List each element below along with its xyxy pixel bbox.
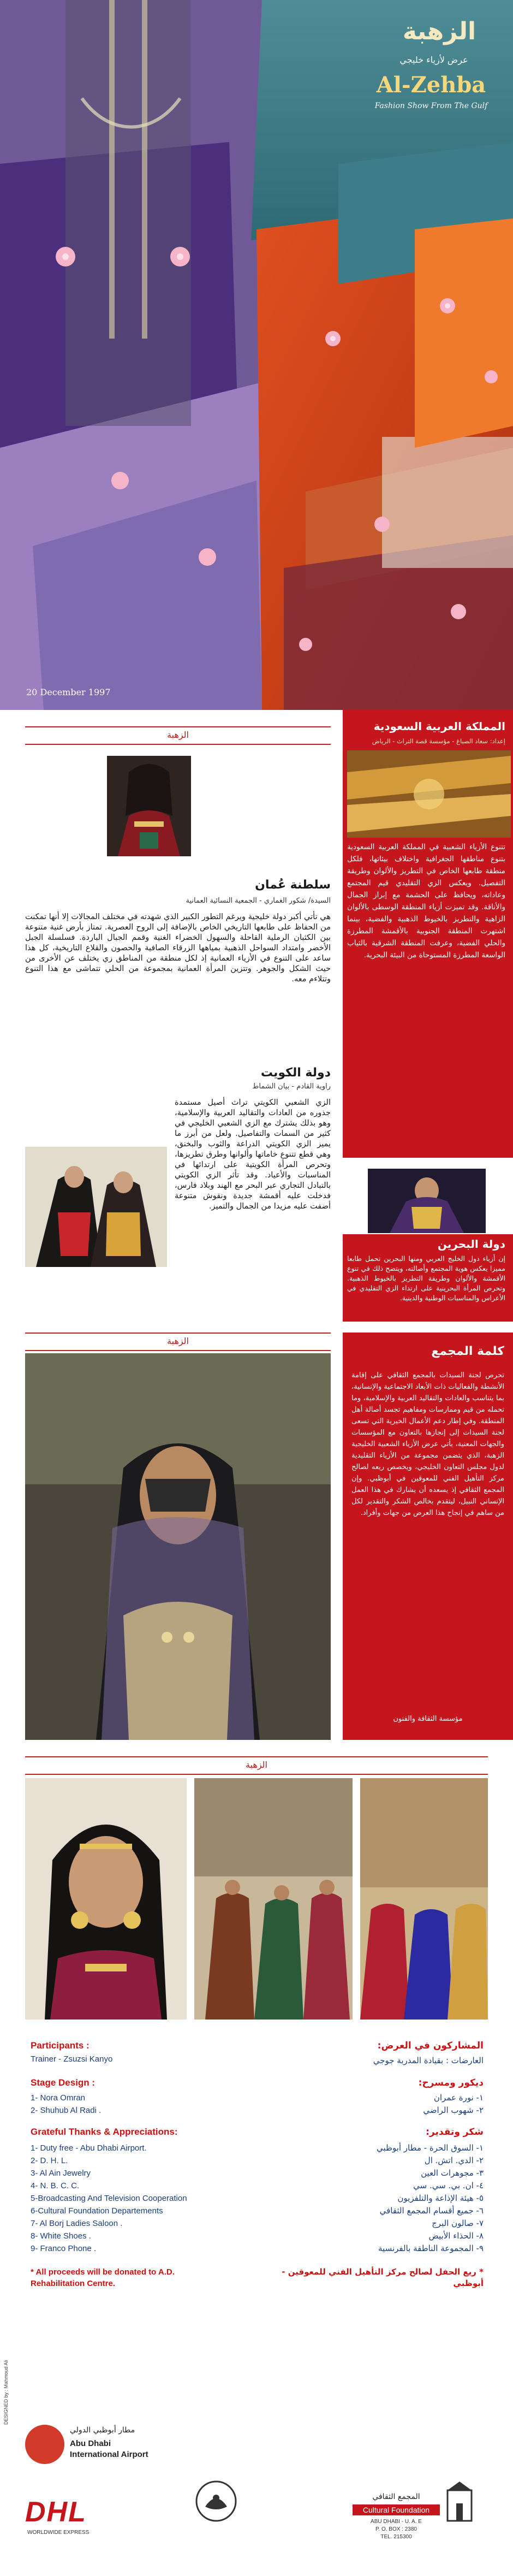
dhl-logo-sub: WORLDWIDE EXPRESS [27, 2530, 90, 2536]
bahrain-photo [368, 1169, 486, 1233]
cf-address-1: ABU DHABI - U. A. E [371, 2519, 422, 2525]
stage-en-heading: Stage Design : [31, 2077, 96, 2088]
thanks-en-item-6: 6-Cultural Foundation Departements [31, 2206, 163, 2216]
foundation-signature: مؤسسة الثقافة والفنون [393, 1715, 463, 1723]
oman-body: هي تأتي أكبر دولة خليجية ويرغم التطور الكبير الذي شهدته في مختلف المجالات إلا أنها تمكنت من الحفاظ على طابعها التاريخي الخاص بالإضافة إلى الروح العصرية. تمتاز بأرض غنية متنوعة بين الكثبان الرملية القاحلة والسهول الخضراء الغنية وقمم الجبال الباردة. فسلسلة الجبل الأخضر وامتداد السواحل الذهبية بمياهها الزرقاء الصافية والحصون والقلاع التاريخية، كل هذا ساعد على التنوع في الأزياء العمانية إذ لكل منطقة من المناطق زي يختلف عن الأخرى من حيث الشكل والجوهر. وتتزين المرأة العمانية بمجموعة من الحلي تتماشى مع هذا التنوع وتتلاءم معه. [25, 913, 331, 984]
thanks-ar-item-2: ٢- الدي. اتش. ال [424, 2155, 484, 2165]
section-bar-3-label: الزهبة [246, 1760, 267, 1770]
cf-name-en: Cultural Foundation [353, 2504, 440, 2515]
thanks-ar-item-5: ٥- هيئة الإذاعة والتلفزيون [397, 2193, 484, 2203]
stage-en-item-2: 2- Shuhub Al Radi . [31, 2106, 102, 2115]
airport-name-ar: مطار أبوظبي الدولي [70, 2426, 135, 2435]
thanks-ar-heading: شكر وتقدير: [426, 2127, 484, 2137]
cultural-foundation-emblem-icon [443, 2479, 476, 2523]
kuwait-photo [25, 1147, 167, 1267]
stage-en-item-1: 1- Nora Omran [31, 2093, 86, 2103]
kuwait-heading: دولة الكويت [260, 1066, 331, 1080]
thanks-ar-item-1: ١- السوق الحرة - مطار أبوظبي [376, 2143, 484, 2153]
participants-en-heading: Participants : [31, 2040, 90, 2051]
thanks-ar-item-8: ٨- الحذاء الأبيض [428, 2231, 484, 2241]
dhl-logo [25, 2496, 134, 2539]
thanks-ar-item-7: ٧- صالون البرج [432, 2218, 484, 2228]
cover-arabic-title: الزهبة [402, 17, 476, 45]
foundation-body: تحرص لجنة السيدات بالمجمع الثقافي على إقامة الأنشطة والفعاليات ذات الأبعاد الاجتماعية والإنسانية، بما يتناسب والعادات والتقاليد العربية والإسلامية، وما تحمله من قيم وممارسات ومفاهيم تجسد أصالة أهل المنطقة. وفي إطار دعم الأعمال الخيرية التي تسعى لجنة السيدات إلى إنجازها بالتعاون مع المؤسسات والجهات المعنية، يأتي عرض الأزياء الشعبية الخليجية الزهبة، الذي يتضمن مجموعة من الأزياء التقليدية لدول مجلس التعاون الخليجي، ويخصص ريعه لصالح مركز التأهيل الفني للمعوقين في أبوظبي. وإن المجمع الثقافي إذ يسعده أن يشارك في هذا العمل الإنساني النبيل، ليتقدم بخالص الشكر والتقدير لكل من ساهم في إنجاح هذا العرض من جهات وأفراد. [351, 1371, 504, 1517]
participants-ar-heading: المشاركون في العرض: [377, 2040, 484, 2051]
section-bar-2 [25, 1333, 331, 1351]
oman-photo [107, 756, 191, 856]
thanks-en-item-3: 3- Al Ain Jewelry [31, 2169, 91, 2178]
thanks-en-item-5: 5-Broadcasting And Television Cooperation [31, 2194, 187, 2203]
cover-title: Al-Zehba [376, 72, 486, 98]
emblem-icon [194, 2479, 238, 2523]
thanks-ar-item-4: ٤- ان. بي. سي. سي [413, 2181, 484, 2190]
thanks-ar-item-6: ٦- جميع أقسام المجمع الثقافي [379, 2206, 484, 2216]
oman-heading: سلطنة عُمان [255, 878, 331, 892]
thanks-en-heading: Grateful Thanks & Appreciations: [31, 2127, 178, 2137]
stage-ar-heading: ديكور ومسرح: [418, 2077, 484, 2088]
saudi-photo [347, 750, 511, 838]
airport-logo [25, 2425, 167, 2485]
saudi-column [343, 710, 513, 1158]
thanks-en-item-7: 7- Al Borj Ladies Saloon . [31, 2219, 123, 2228]
proceeds-en: * All proceeds will be donated to A.D. Rehabilitation Centre. [31, 2267, 175, 2288]
proceeds-ar: * ريع الحفل لصالح مركز التأهيل الفني للمعوقين - أبوظبي [282, 2267, 484, 2288]
group-photo [360, 1778, 488, 2020]
cf-name-ar: المجمع الثقافي [372, 2492, 420, 2501]
bahrain-column [343, 1234, 513, 1322]
thanks-ar-item-3: ٣- مجوهرات العين [421, 2168, 484, 2178]
stage-ar-item-2: ٢- شهوب الراضي [423, 2105, 484, 2115]
foundation-column [343, 1333, 513, 1740]
dancers-photo [194, 1778, 353, 2020]
thanks-ar-item-9: ٩- المجموعة الناطقة بالفرنسية [378, 2243, 484, 2253]
thanks-en-item-2: 2- D. H. L. [31, 2156, 68, 2165]
thanks-en-item-1: 1- Duty free - Abu Dhabi Airport. [31, 2143, 147, 2153]
cover-date: 20 December 1997 [26, 687, 111, 697]
cf-address-3: TEL. 215300 [380, 2534, 412, 2540]
designed-by: DESIGNED by : Mahmoud Ali [3, 2360, 9, 2425]
participants-panel [25, 2037, 488, 2386]
thanks-en-item-8: 8- White Shoes . [31, 2231, 91, 2241]
stage-ar-item-1: ١- نورة عمران [433, 2093, 484, 2103]
section-bar-label: الزهبة [167, 730, 189, 740]
saudi-heading: المملكة العربية السعودية [373, 720, 505, 733]
cover [0, 0, 513, 710]
saudi-credit: إعداد: سعاد الصباغ - مؤسسة قصة التراث - الرياض [372, 737, 505, 745]
saudi-body: تتنوع الأزياء الشعبية في المملكة العربية السعودية بتنوع مناطقها الجغرافية واختلاف بيئاتها، فلكل منطقة طابعها الخاص في التطريز والألوان وطريقة التفصيل. ويعكس الزي التقليدي قيم المجتمع وعاداته، ويحافظ على الحشمة مع إبراز الجمال والأناقة. وقد تميزت أزياء المنطقة الوسطى بالألوان الزاهية والتطريز بالخيوط الذهبية والفضية، بينما اشتهرت المنطقة الجنوبية بالأقمشة المطرزة والحلي الفضية، وعرفت المنطقة الشرقية بالثياب الواسعة المطرزة المستوحاة من البيئة البحرية. [347, 843, 505, 960]
thanks-en-item-9: 9- Franco Phone . [31, 2244, 97, 2253]
section-bar [25, 726, 331, 745]
kuwait-credit: راوية القادم - بيان الشماط [252, 1082, 331, 1091]
thanks-en-item-4: 4- N. B. C. C. [31, 2181, 80, 2190]
participants-ar-trainer: العارضات : بقيادة المدربة جوجي [373, 2056, 484, 2065]
bahrain-heading: دولة البحرين [437, 1237, 505, 1251]
cultural-foundation-logo [331, 2479, 484, 2556]
cf-address-2: P. O. BOX : 2380 [375, 2526, 417, 2532]
footer [25, 2414, 488, 2567]
girl-portrait-photo [25, 1778, 187, 2020]
bedouin-portrait-photo [25, 1353, 331, 1740]
dhl-logo-text: DHL [25, 2496, 87, 2528]
airport-name-en-2: International Airport [70, 2450, 148, 2459]
kuwait-body: الزي الشعبي الكويتي تراث أصيل مستمدة جذوره من العادات والتقاليد العربية والإسلامية، وهو بذلك يشترك مع الزي الشعبي الخليجي في كثير من السمات والتفاصيل. ولعل من أبرز ما يميز الزي الكويتي الدراعة والثوب والبخنق، وهي قطع تتنوع خاماتها وألوانها وطرق تطريزها، وتحرص المرأة الكويتية على ارتدائها في المناسبات والأعياد. وقد تأثر الزي الكويتي بالتبادل التجاري عبر البحر مع الهند وبلاد فارس، فدخلت عليه أقمشة جديدة ونقوش متنوعة أضفت عليه مزيدا من الجمال والتميز. [175, 1098, 331, 1211]
oman-credit: السيدة/ شكور الغماري - الجمعية النسائية العمانية [186, 897, 331, 905]
participants-en-trainer: Trainer - Zsuzsi Kanyo [31, 2054, 113, 2064]
section-bar-2-label: الزهبة [167, 1336, 189, 1346]
bahrain-body: إن أزياء دول الخليج العربي ومنها البحرين تحمل طابعا مميزا يعكس هوية المجتمع وأصالته، ويتضح ذلك في تنوع الأقمشة والألوان وطريقة التطريز بالخيوط الذهبية. وتحرص المرأة البحرينية على ارتداء الزي التقليدي في الأعراس والمناسبات الوطنية والدينية. [347, 1254, 505, 1302]
section-bar-3 [25, 1756, 488, 1775]
cover-arabic-subtitle: عرض لأزياء خليجي [399, 55, 468, 65]
cover-subtitle: Fashion Show From The Gulf [374, 102, 488, 110]
airport-name-en-1: Abu Dhabi [70, 2439, 111, 2448]
airport-logo-mark [25, 2425, 64, 2464]
foundation-heading: كلمة المجمع [431, 1345, 504, 1358]
